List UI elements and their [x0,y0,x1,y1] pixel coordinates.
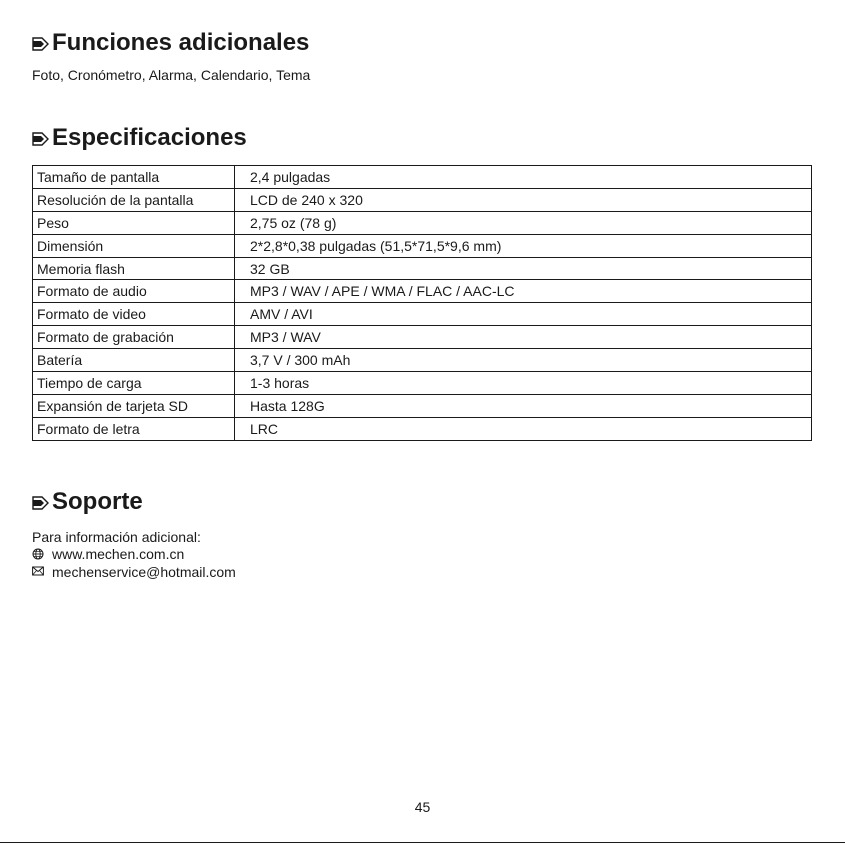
support-email-line [32,563,236,581]
support-heading [32,488,143,516]
spec-label: Formato de letra [33,417,235,440]
bottom-divider [0,842,845,843]
table-row [33,394,812,417]
spec-value: 2,75 oz (78 g) [235,211,812,234]
spec-label: Expansión de tarjeta SD [33,394,235,417]
support-intro: Para información adicional: [32,529,201,545]
table-row [33,280,812,303]
table-row [33,234,812,257]
additional-functions-text: Foto, Cronómetro, Alarma, Calendario, Tema [32,67,311,83]
table-row [33,303,812,326]
arrow-bullet-icon [32,496,49,510]
table-row [33,188,812,211]
additional-functions-title: Funciones adicionales [52,29,310,56]
table-row [33,166,812,189]
specifications-title: Especificaciones [52,124,247,151]
spec-label: Peso [33,211,235,234]
spec-label: Resolución de la pantalla [33,188,235,211]
spec-label: Formato de video [33,303,235,326]
spec-value: 3,7 V / 300 mAh [235,349,812,372]
spec-value: 2*2,8*0,38 pulgadas (51,5*71,5*9,6 mm) [235,234,812,257]
spec-value: LCD de 240 x 320 [235,188,812,211]
spec-label: Memoria flash [33,257,235,280]
globe-icon [32,548,44,560]
table-row [33,417,812,440]
spec-value: MP3 / WAV [235,326,812,349]
table-row [33,211,812,234]
spec-label: Tamaño de pantalla [33,166,235,189]
spec-value: 32 GB [235,257,812,280]
spec-label: Tiempo de carga [33,372,235,395]
spec-label: Batería [33,349,235,372]
table-row [33,372,812,395]
website-link[interactable]: www.mechen.com.cn [52,546,185,562]
additional-functions-heading [32,29,309,57]
spec-label: Formato de audio [33,280,235,303]
arrow-bullet-icon [32,132,49,146]
specifications-table [32,165,812,441]
table-row [33,349,812,372]
table-row [33,326,812,349]
specifications-heading [32,124,247,152]
spec-value: LRC [235,417,812,440]
page-number: 45 [414,799,431,815]
support-website-line [32,545,184,563]
arrow-bullet-icon [32,37,49,51]
spec-value: 2,4 pulgadas [235,166,812,189]
spec-label: Formato de grabación [33,326,235,349]
email-link[interactable]: mechenservice@hotmail.com [52,564,236,580]
spec-value: 1-3 horas [235,372,812,395]
spec-value: Hasta 128G [235,394,812,417]
spec-value: AMV / AVI [235,303,812,326]
support-title: Soporte [52,488,143,515]
envelope-icon [32,566,44,578]
spec-value: MP3 / WAV / APE / WMA / FLAC / AAC-LC [235,280,812,303]
spec-label: Dimensión [33,234,235,257]
table-row [33,257,812,280]
